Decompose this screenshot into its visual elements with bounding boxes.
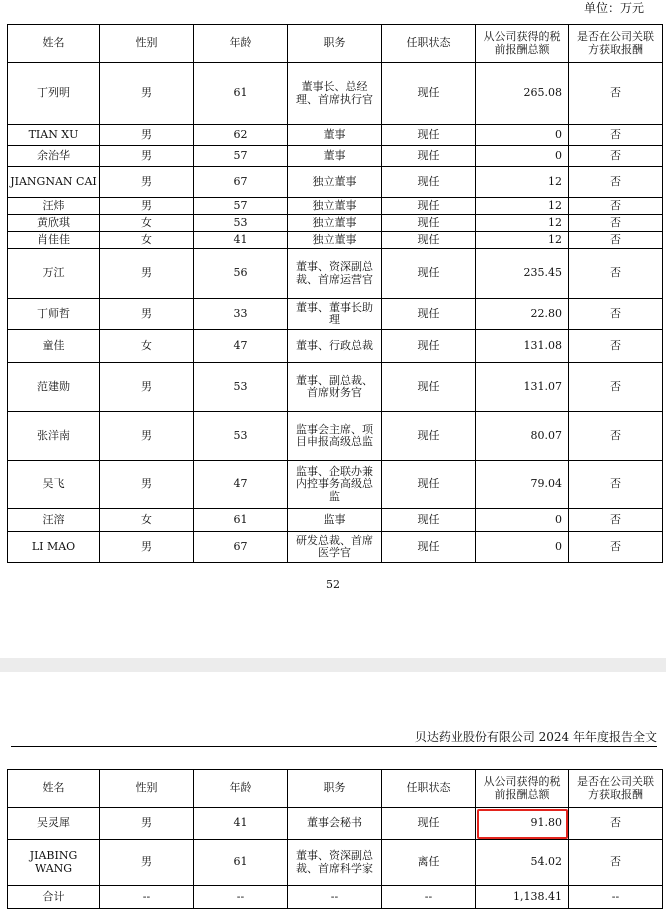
cell-name: LI MAO — [8, 532, 100, 563]
cell-title: 董事、行政总裁 — [288, 330, 382, 363]
cell-age: 47 — [194, 461, 288, 509]
cell-age: 61 — [194, 509, 288, 532]
page-separator — [0, 658, 666, 672]
cell-gender: 男 — [100, 461, 194, 509]
table-row — [8, 840, 663, 886]
cell-title: 董事、资深副总裁、首席科学家 — [288, 840, 382, 886]
cell-related: 否 — [569, 509, 663, 532]
cell-name: 肖佳佳 — [8, 232, 100, 249]
col-status: 任职状态 — [382, 25, 476, 63]
table-header-row — [8, 25, 663, 63]
cell-name: TIAN XU — [8, 125, 100, 146]
cell-status: 现任 — [382, 215, 476, 232]
cell-status: 现任 — [382, 63, 476, 125]
cell-age: 62 — [194, 125, 288, 146]
cell-related: 否 — [569, 532, 663, 563]
cell-pay: 235.45 — [476, 249, 569, 299]
cell-status: 现任 — [382, 167, 476, 198]
cell-name: 汪炜 — [8, 198, 100, 215]
cell-pay: 0 — [476, 532, 569, 563]
report-header: 贝达药业股份有限公司 2024 年年度报告全文 — [11, 728, 657, 747]
cell-gender: 女 — [100, 509, 194, 532]
cell-name: 黄欣琪 — [8, 215, 100, 232]
cell-pay: 131.07 — [476, 363, 569, 412]
cell-gender: 男 — [100, 249, 194, 299]
cell-pay: 79.04 — [476, 461, 569, 509]
cell-title: 董事会秘书 — [288, 808, 382, 840]
cell-gender: 男 — [100, 125, 194, 146]
page-number: 52 — [326, 578, 340, 591]
cell-age: 53 — [194, 412, 288, 461]
cell-pay: 131.08 — [476, 330, 569, 363]
cell-title: 监事、企联办兼内控事务高级总监 — [288, 461, 382, 509]
unit-note: 单位：万元 — [583, 1, 644, 15]
cell-related: 否 — [569, 330, 663, 363]
cell-age: 57 — [194, 198, 288, 215]
col-related: 是否在公司关联方获取报酬 — [569, 25, 663, 63]
table-row — [8, 198, 663, 215]
cell-title: 董事长、总经理、首席执行官 — [288, 63, 382, 125]
cell-status: 现任 — [382, 532, 476, 563]
cell-title: 独立董事 — [288, 198, 382, 215]
cell-age: 61 — [194, 840, 288, 886]
cell-gender: 男 — [100, 840, 194, 886]
cell-gender: 男 — [100, 363, 194, 412]
col-pay: 从公司获得的税前报酬总额 — [476, 770, 569, 808]
table-row — [8, 232, 663, 249]
cell-pay: 22.80 — [476, 299, 569, 330]
col-status: 任职状态 — [382, 770, 476, 808]
cell-status: 现任 — [382, 808, 476, 840]
cell-pay: 80.07 — [476, 412, 569, 461]
cell-pay: 12 — [476, 167, 569, 198]
table-row — [8, 808, 663, 840]
cell-name: 吴灵犀 — [8, 808, 100, 840]
cell-gender: 女 — [100, 232, 194, 249]
compensation-table-continued — [7, 769, 663, 909]
cell-status: 现任 — [382, 461, 476, 509]
col-name: 姓名 — [8, 25, 100, 63]
cell-age: 56 — [194, 249, 288, 299]
cell-age: 41 — [194, 808, 288, 840]
cell-name: 张洋南 — [8, 412, 100, 461]
total-cell-name: 合计 — [8, 886, 100, 909]
cell-status: 现任 — [382, 198, 476, 215]
cell-age: 53 — [194, 215, 288, 232]
cell-related: 否 — [569, 146, 663, 167]
col-title: 职务 — [288, 770, 382, 808]
cell-status: 离任 — [382, 840, 476, 886]
cell-name: 范建勋 — [8, 363, 100, 412]
cell-title: 研发总裁、首席医学官 — [288, 532, 382, 563]
table-row — [8, 330, 663, 363]
table-row — [8, 461, 663, 509]
table-row — [8, 509, 663, 532]
cell-age: 33 — [194, 299, 288, 330]
cell-gender: 男 — [100, 808, 194, 840]
cell-name: 吴飞 — [8, 461, 100, 509]
cell-name: 童佳 — [8, 330, 100, 363]
cell-status: 现任 — [382, 125, 476, 146]
total-cell-status: -- — [382, 886, 476, 909]
cell-related: 否 — [569, 125, 663, 146]
col-gender: 性别 — [100, 25, 194, 63]
cell-related: 否 — [569, 249, 663, 299]
cell-age: 47 — [194, 330, 288, 363]
cell-gender: 男 — [100, 63, 194, 125]
cell-gender: 女 — [100, 215, 194, 232]
cell-status: 现任 — [382, 232, 476, 249]
col-age: 年龄 — [194, 770, 288, 808]
cell-pay-highlighted: 91.80 — [476, 808, 569, 840]
cell-related: 否 — [569, 363, 663, 412]
cell-gender: 女 — [100, 330, 194, 363]
cell-title: 独立董事 — [288, 232, 382, 249]
cell-title: 董事、董事长助理 — [288, 299, 382, 330]
cell-pay: 0 — [476, 146, 569, 167]
table-row — [8, 63, 663, 125]
cell-gender: 男 — [100, 198, 194, 215]
cell-title: 独立董事 — [288, 215, 382, 232]
table-row — [8, 363, 663, 412]
table-row — [8, 299, 663, 330]
cell-gender: 男 — [100, 532, 194, 563]
cell-name: 丁列明 — [8, 63, 100, 125]
col-related: 是否在公司关联方获取报酬 — [569, 770, 663, 808]
cell-gender: 男 — [100, 299, 194, 330]
cell-pay: 12 — [476, 215, 569, 232]
cell-status: 现任 — [382, 146, 476, 167]
cell-pay: 0 — [476, 509, 569, 532]
report-page-2 — [0, 672, 666, 911]
cell-name: 万江 — [8, 249, 100, 299]
cell-title: 监事会主席、项目申报高级总监 — [288, 412, 382, 461]
total-cell-age: -- — [194, 886, 288, 909]
cell-name: 丁师哲 — [8, 299, 100, 330]
cell-name: 余治华 — [8, 146, 100, 167]
table-row — [8, 412, 663, 461]
cell-related: 否 — [569, 63, 663, 125]
cell-age: 53 — [194, 363, 288, 412]
cell-status: 现任 — [382, 363, 476, 412]
cell-age: 67 — [194, 532, 288, 563]
cell-age: 41 — [194, 232, 288, 249]
cell-related: 否 — [569, 232, 663, 249]
cell-title: 监事 — [288, 509, 382, 532]
table-row — [8, 167, 663, 198]
cell-related: 否 — [569, 299, 663, 330]
cell-age: 61 — [194, 63, 288, 125]
compensation-table — [7, 24, 663, 563]
cell-related: 否 — [569, 412, 663, 461]
table-row — [8, 146, 663, 167]
col-age: 年龄 — [194, 25, 288, 63]
col-name: 姓名 — [8, 770, 100, 808]
table-row — [8, 215, 663, 232]
cell-related: 否 — [569, 461, 663, 509]
cell-pay: 265.08 — [476, 63, 569, 125]
total-cell-pay: 1,138.41 — [476, 886, 569, 909]
table-row — [8, 249, 663, 299]
total-cell-title: -- — [288, 886, 382, 909]
cell-name: JIABING WANG — [8, 840, 100, 886]
cell-pay: 12 — [476, 198, 569, 215]
cell-title: 董事、资深副总裁、首席运营官 — [288, 249, 382, 299]
cell-age: 67 — [194, 167, 288, 198]
cell-status: 现任 — [382, 249, 476, 299]
total-cell-related: -- — [569, 886, 663, 909]
cell-name: JIANGNAN CAI — [8, 167, 100, 198]
table-header-row — [8, 770, 663, 808]
cell-gender: 男 — [100, 412, 194, 461]
col-pay: 从公司获得的税前报酬总额 — [476, 25, 569, 63]
cell-related: 否 — [569, 215, 663, 232]
cell-status: 现任 — [382, 509, 476, 532]
cell-related: 否 — [569, 198, 663, 215]
cell-pay: 12 — [476, 232, 569, 249]
cell-age: 57 — [194, 146, 288, 167]
table-row — [8, 125, 663, 146]
cell-related: 否 — [569, 840, 663, 886]
total-row — [8, 886, 663, 909]
col-title: 职务 — [288, 25, 382, 63]
col-gender: 性别 — [100, 770, 194, 808]
cell-name: 汪溶 — [8, 509, 100, 532]
cell-status: 现任 — [382, 299, 476, 330]
total-cell-gender: -- — [100, 886, 194, 909]
cell-status: 现任 — [382, 412, 476, 461]
cell-pay: 0 — [476, 125, 569, 146]
cell-gender: 男 — [100, 167, 194, 198]
cell-title: 董事 — [288, 146, 382, 167]
table-row — [8, 532, 663, 563]
cell-pay: 54.02 — [476, 840, 569, 886]
cell-title: 董事 — [288, 125, 382, 146]
cell-title: 董事、副总裁、首席财务官 — [288, 363, 382, 412]
cell-status: 现任 — [382, 330, 476, 363]
cell-related: 否 — [569, 808, 663, 840]
cell-related: 否 — [569, 167, 663, 198]
cell-title: 独立董事 — [288, 167, 382, 198]
cell-gender: 男 — [100, 146, 194, 167]
